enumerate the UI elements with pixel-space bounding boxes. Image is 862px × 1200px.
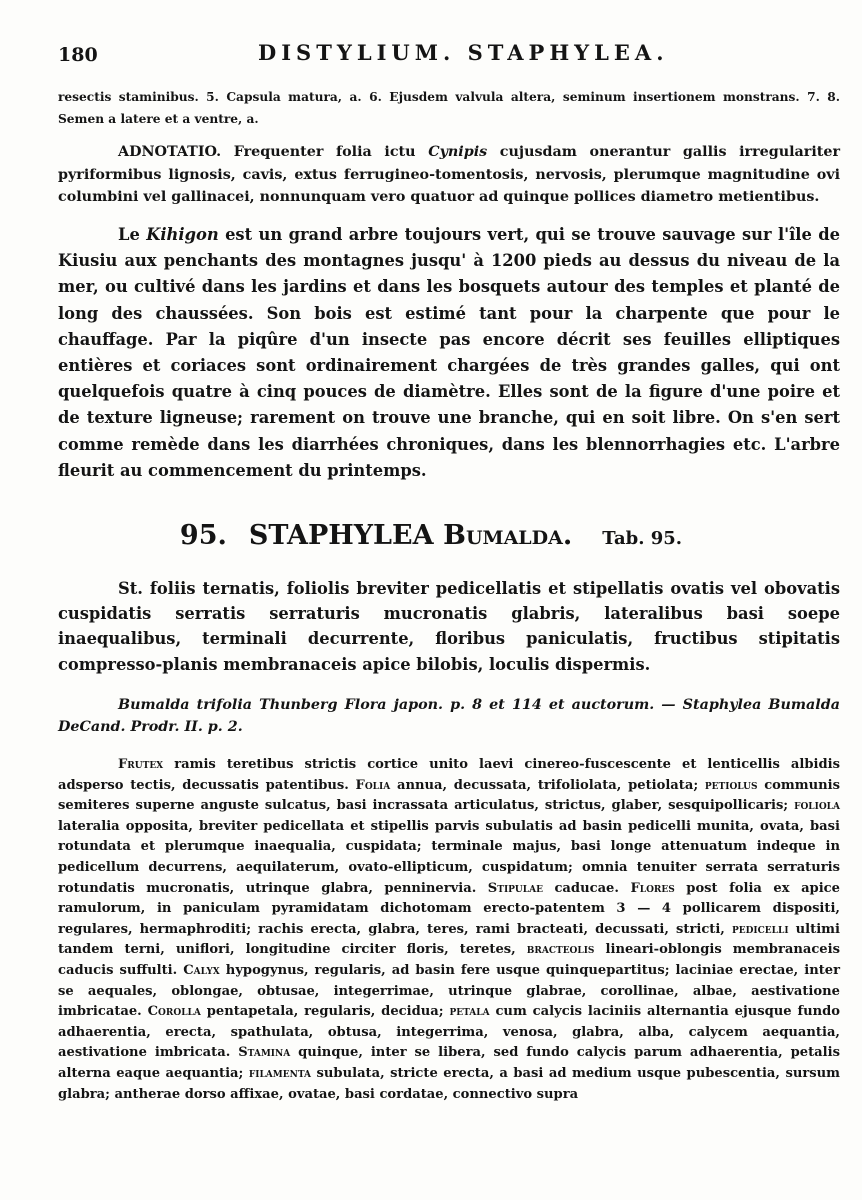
description-text: ultimi tandem terni, uniflori, longitudine circiter floris, teretes, [58, 921, 840, 958]
term-petala: petala [449, 1004, 490, 1020]
diagnosis-text: St. foliis ternatis, foliolis breviter pedicellatis et stipellatis ovatis vel obovatis cuspidatis serratis serraturis mucronatis glabris, lateralibus basi soepe inaequalibus, terminali decurrente, floribus paniculatis, fructibus stipitatis compresso-planis membranaceis apice bilobis, loculis dispermis. [58, 579, 840, 674]
description-text: communis semiteres superne anguste sulcatus, basi incrassata articulatus, strictus, glaber, sesquipollicaris; [58, 777, 841, 814]
description-text: post folia ex apice ramulorum, in paniculam pyramidatam dichotomam erecto-patentem 3 — 4 pollicarem dispositi, regulares, hermaphroditi; rachis erecta, glabra, teres, rami bracteati, decussati, stricti, [58, 880, 840, 937]
description-text: quinque, inter se libera, sed fundo calycis parum adhaerentia, petalis alterna eaque aequantia; [58, 1045, 840, 1081]
description-text: ramis teretibus strictis cortice unito laevi cinereo-fuscescente et lenticellis albidis adsperso tectis, decussatis patentibus. [58, 757, 840, 793]
term-folia: Folia [355, 777, 391, 793]
term-filamenta: filamenta [248, 1065, 312, 1081]
synonymy-paragraph [58, 694, 840, 738]
term-petiolus: petiolus [704, 777, 758, 793]
description-text: annua, decussata, trifoliolata, petiolata; [390, 777, 705, 793]
kihigon-term: Kihigon [146, 225, 219, 244]
description-text: lateralia opposita, breviter pedicellata et stipellis parvis subulatis ad basin pedicelli munita, ovata, basi rotundata et plerumque inaequalia, cuspidata; terminale majus, basi longe attenuatum indeque in pedicellum decurrens, aequilaterum, ovato-ellipticum, cuspidatum; omnia tenuiter serrata serraturis rotundatis mucronatis, utrinque glabra, penninervia. [58, 818, 840, 896]
cynipis-term: Cynipis [428, 144, 488, 160]
description-text: caducae. [542, 880, 631, 896]
term-bracteolis: bracteolis [526, 942, 595, 958]
adnotatio-label: ADNOTATIO. [118, 144, 222, 160]
term-stamina: Stamina [238, 1045, 291, 1061]
term-foliola: foliola [794, 798, 840, 814]
adnotatio-text-a: Frequenter folia ictu [221, 144, 429, 160]
french-paragraph [58, 222, 840, 484]
diagnosis-paragraph [58, 576, 840, 677]
description-text: subulata, stricte erecta, a basi ad medium usque pubescentia, sursum glabra; antherae dorso affixae, ovatae, basi cordatae, connectivo supra [58, 1065, 840, 1102]
term-frutex: Frutex [118, 757, 164, 772]
description-paragraph [58, 755, 840, 1105]
species-heading [0, 520, 862, 551]
term-calyx: Calyx [183, 962, 220, 978]
page-header [58, 38, 798, 68]
description-text: hypogynus, regularis, ad basin fere usque quinquepartitus; laciniae erectae, inter se aequales, oblongae, obtusae, integerrimae, utrinque glabrae, corollinae, albae, aestivatione imbricatae. [58, 962, 841, 1020]
description-text: cum calycis laciniis alternantia ejusque fundo adhaerentia, erecta, spathulata, obtusa, integerrima, venosa, glabra, alba, calycem aequantia, aestivatione imbricata. [58, 1004, 841, 1061]
running-head: DISTYLIUM. STAPHYLEA. [258, 40, 669, 65]
page-number: 180 [58, 44, 98, 66]
adnotatio-text-b: cujusdam onerantur gallis irregulariter pyriformibus lignosis, cavis, extus ferrugineo-tomentosis, nervosis, plerumque magnitudine ovi columbini vel gallinacei, nonnunquam vero quatuor ad quinque pollices diametro metientibus. [58, 144, 840, 206]
species-plate-ref: Tab. 95. [602, 528, 683, 549]
term-corolla: Corolla [147, 1004, 201, 1020]
adnotatio-paragraph [58, 141, 840, 209]
description-text: lineari-oblongis membranaceis caducis suffulti. [58, 942, 840, 978]
french-text-a: Le [118, 225, 147, 244]
species-number: 95. [179, 520, 227, 551]
figure-explanation-text: resectis staminibus. 5. Capsula matura, a. 6. Ejusdem valvula altera, seminum insertionem monstrans. 7. 8. Semen a latere et a ventre, a. [58, 90, 840, 126]
species-genus: STAPHYLEA [248, 520, 434, 551]
term-pedicelli: pedicelli [732, 921, 789, 937]
term-flores: Flores [630, 880, 675, 896]
figure-explanation [58, 86, 840, 130]
species-epithet: Bumalda. [443, 520, 573, 551]
term-stipulae: Stipulae [487, 880, 543, 896]
synonymy-text: Bumalda trifolia Thunberg Flora japon. p. 8 et 114 et auctorum. — Staphylea Bumalda DeCand. Prodr. II. p. 2. [58, 697, 840, 735]
description-text: pentapetala, regularis, decidua; [200, 1004, 450, 1020]
french-text-b: est un grand arbre toujours vert, qui se trouve sauvage sur l'île de Kiusiu aux penchants des montagnes jusqu' à 1200 pieds au dessus du niveau de la mer, ou cultivé dans les jardins et dans les bosquets autour des temples et planté de long des chaussées. Son bois est estimé tant pour la charpente que pour le chauffage. Par la piqûre d'un insecte pas encore décrit ses feuilles elliptiques entières et coriaces sont ordinairement chargées de très grandes galles, qui ont quelquefois quatre à cinq pouces de diamètre. Elles sont de la figure d'une poire et de texture ligneuse; rarement on trouve une branche, qui en soit libre. On s'en sert comme remède dans les diarrhées chroniques, dans les blennorrhagies etc. L'arbre fleurit au commencement du printemps. [58, 225, 840, 480]
